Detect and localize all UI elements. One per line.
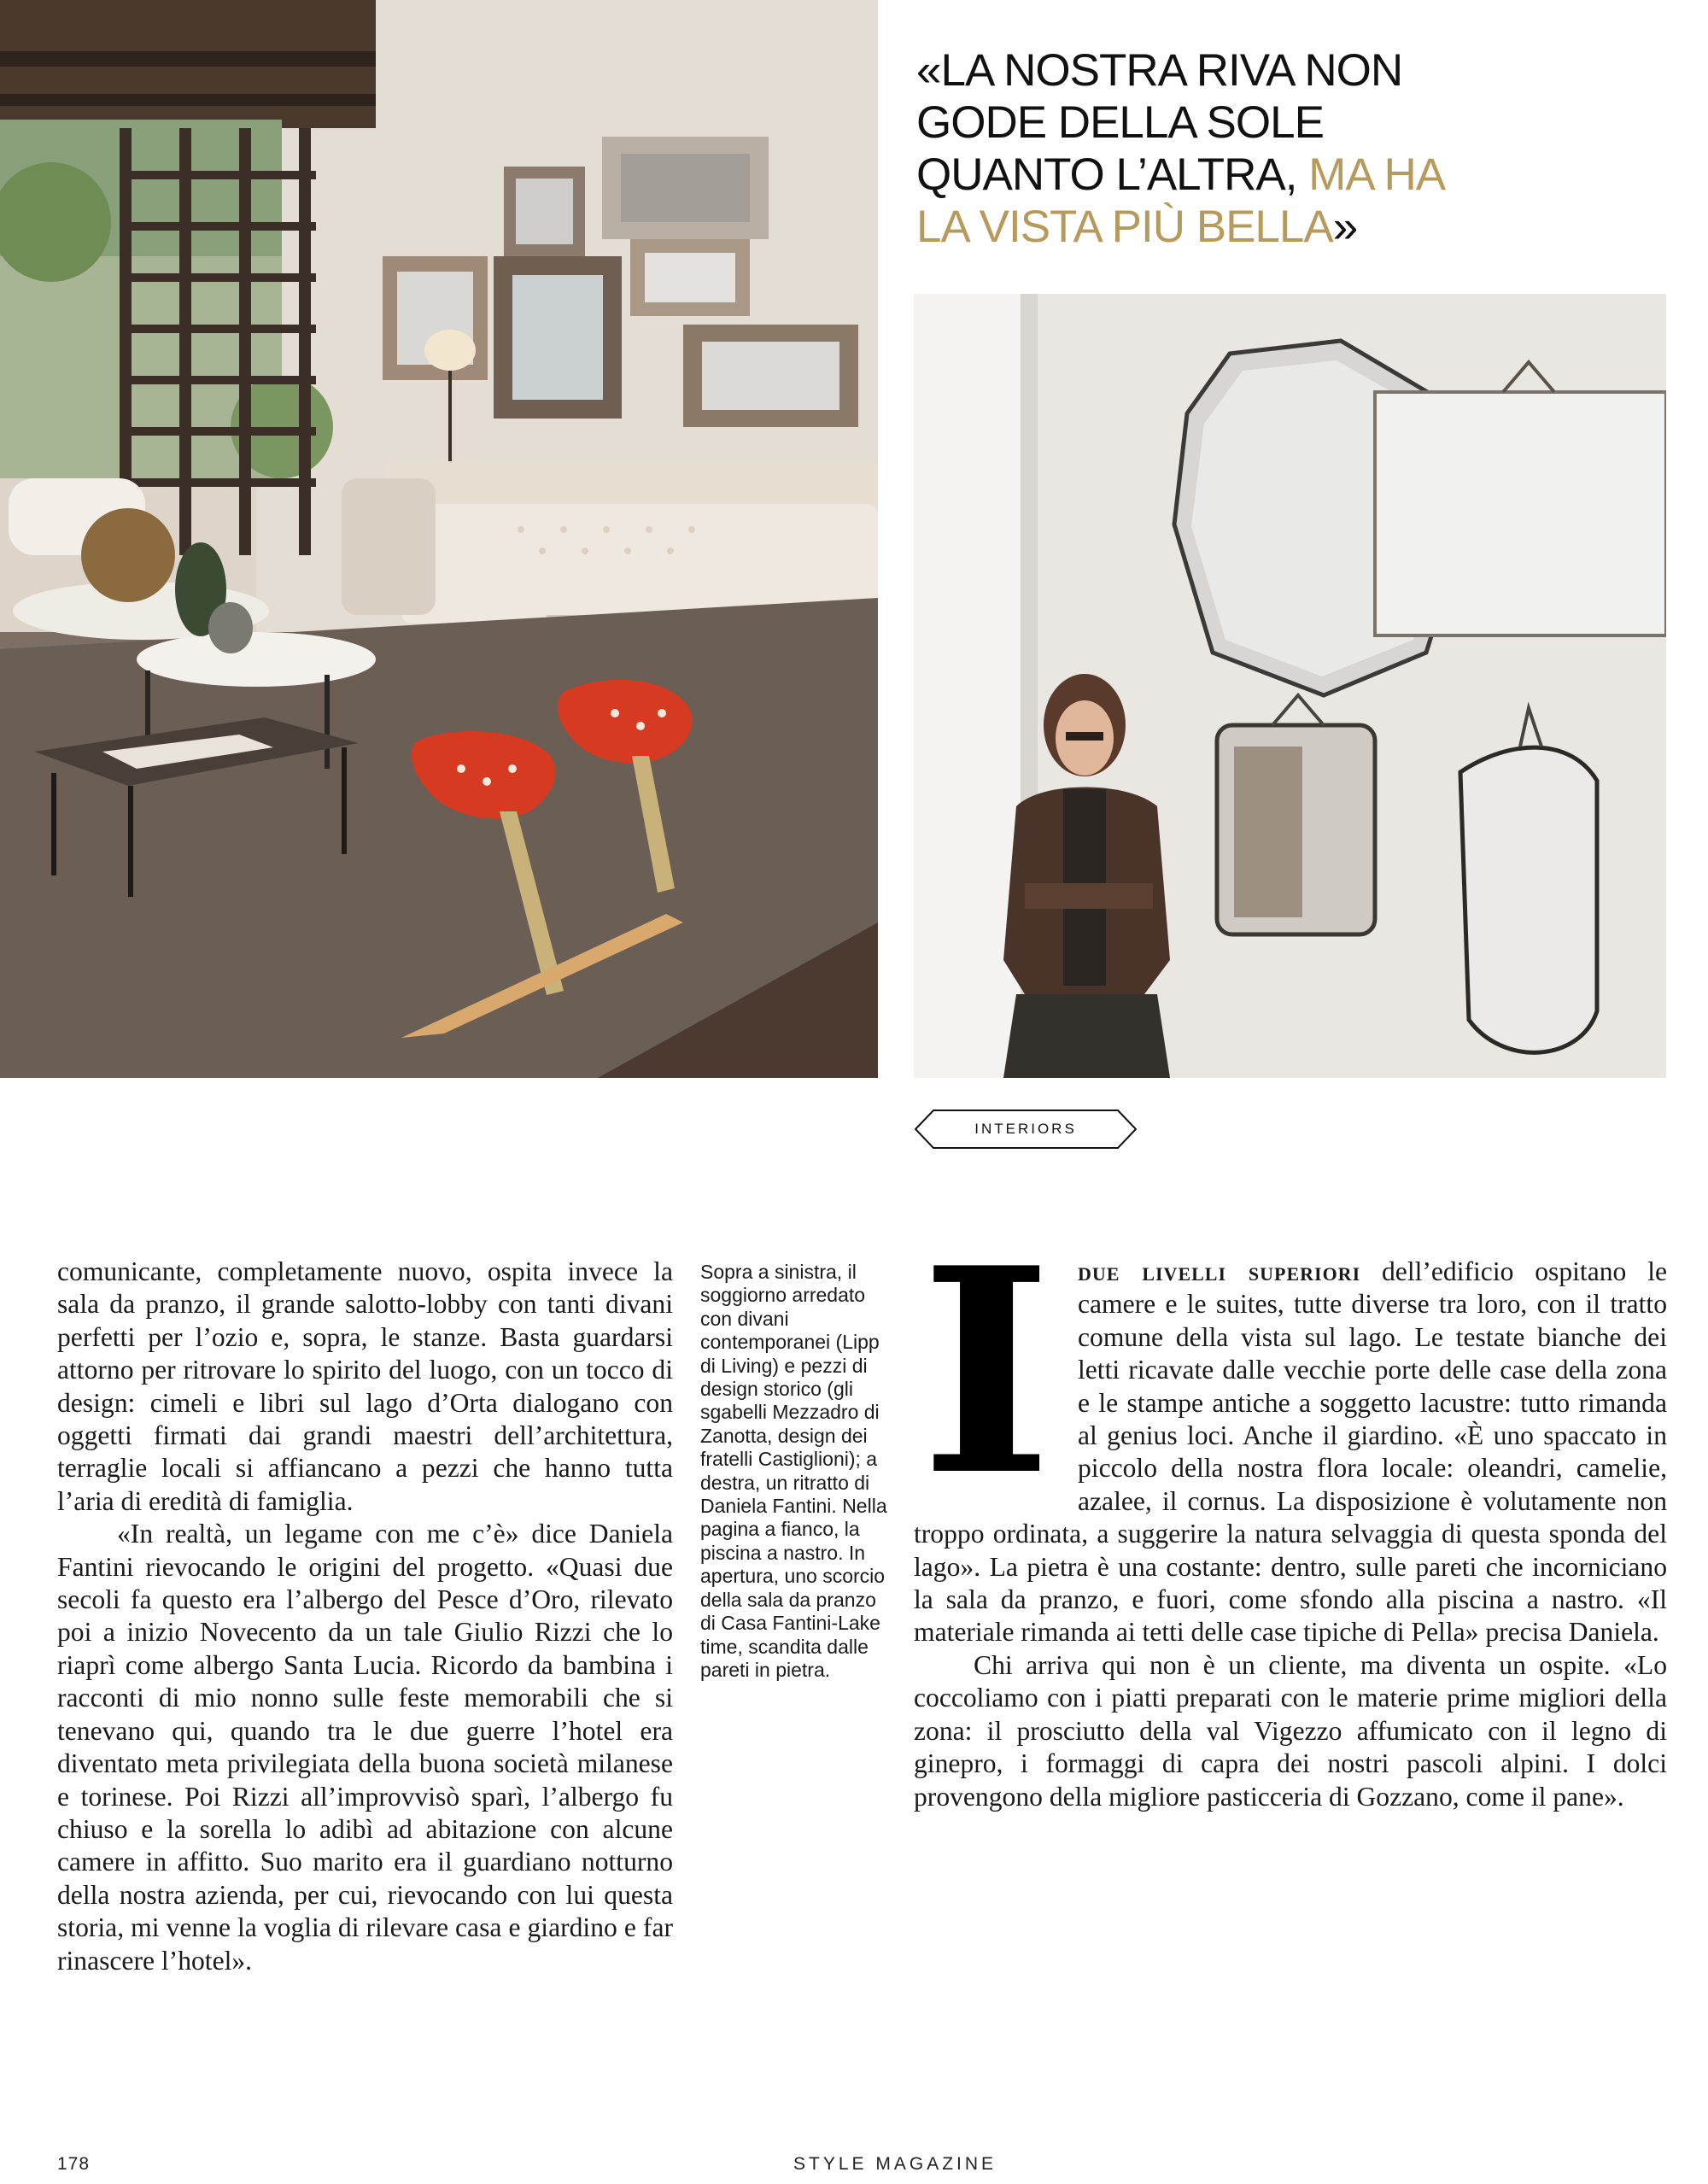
body-paragraph-text: dell’edificio ospitano le camere e le suites, tutte diverse tra loro, con il tratto comune della vista sul lago. Le testate bianche dei letti ricavate dalle vecchie porte delle case della zona e le stampe antiche a soggetto lacustre: tutto rimanda al genius loci. Anche il giardino. «È uno spaccato in piccolo della nostra flora locale: oleandri, camelie, azalee, il cornus. La disposizione è volutamente non troppo ordinata, a suggerire la natura selvaggia di questa sponda del lago». La pietra è una costante: dentro, sulle pareti che incorniciano la sala da pranzo, e fuori, come sfondo alla piscina a nastro. «Il materiale rimanda ai tetti delle case tipiche di Pella» precisa Daniela. — [914, 1256, 1667, 1648]
body-paragraph: comunicante, completamente nuovo, ospita invece la sala da pranzo, il grande salotto-lobby con tanti divani perfetti per l’ozio e, sopra, le stanze. Basta guardarsi attorno per ritrovare lo spirito del luogo, con un tocco di design: cimeli e libri sul lago d’Orta dialogano con oggetti firmati dai grandi maestri dell’architettura, terraglie locali si affiancano a pezzi che hanno tutta l’aria di eredità di famiglia. — [57, 1256, 673, 1516]
living-room-photo — [0, 0, 878, 1078]
pull-quote-line-1: «LA NOSTRA RIVA NON — [916, 45, 1403, 96]
body-paragraph: Chi arriva qui non è un cliente, ma diventa un ospite. «Lo coccoliamo con i piatti preparati con le materie prime migliori della zona: il prosciutto della val Vigezzo affumicato con il legno di ginepro, i formaggi di capra dei nostri pascoli alpini. I dolci provengono della migliore pasticceria di Gozzano, come il pane». — [914, 1649, 1667, 1812]
pull-quote-line-3 — [916, 149, 1668, 201]
pull-quote-line-3-dark: QUANTO L’ALTRA, — [916, 149, 1309, 200]
body-column-right — [914, 1206, 1667, 1813]
pull-quote-line-4 — [916, 201, 1668, 253]
portrait-illustration — [914, 294, 1666, 1078]
pull-quote-line-2: GODE DELLA SOLE — [916, 97, 1324, 148]
drop-cap: I — [920, 1206, 1053, 1537]
magazine-name: STYLE MAGAZINE — [793, 2154, 997, 2174]
section-tag — [915, 1110, 1137, 1149]
pull-quote-line-3-gold: MA HA — [1308, 149, 1446, 200]
body-paragraph: «In realtà, un legame con me c’è» dice Daniela Fantini rievocando le origini del progetto. «Quasi due secoli fa questo era l’albergo del Pesce d’Oro, rilevato poi a inizio Novecento da un tale Giulio Rizzi che lo riaprì come albergo Santa Lucia. Ricordo da bambina i racconti di mio nonno sulle feste memorabili che si tenevano qui, quando tra le due guerre l’hotel era diventato meta privilegiata della buona società milanese e torinese. Poi Rizzi all’improvvisò sparì, l’albergo fu chiuso e la sorella lo adibì ad abitazione con alcune camere in affitto. Suo marito era il guardiano notturno della nostra azienda, per cui, rievocando con lui questa storia, mi venne la voglia di rilevare casa e giardino e far rinascere l’hotel». — [57, 1519, 673, 1976]
pull-quote — [916, 44, 1668, 253]
page-number: 178 — [57, 2154, 91, 2174]
body-column-left — [57, 1256, 673, 1977]
lead-in-text: due livelli superiori — [1078, 1256, 1361, 1286]
portrait-photo — [914, 294, 1666, 1078]
living-room-illustration — [0, 0, 878, 1078]
photo-caption: Sopra a sinistra, il soggiorno arredato con divani contemporanei (Lipp di Living) e pezzi di design storico (gli sgabelli Mezzadro di Zanotta, design dei fratelli Castiglioni); a destra, un ritratto di Daniela Fantini. Nella pagina a fianco, la piscina a nastro. In apertura, uno scorcio della sala da pranzo di Casa Fantini-Lake time, scandita dalle pareti in pietra. — [700, 1261, 887, 1681]
body-paragraph — [914, 1206, 1667, 1649]
pull-quote-line-4-gold: LA VISTA PIÙ BELLA — [916, 202, 1333, 252]
pull-quote-line-4-dark: » — [1332, 202, 1358, 252]
section-tag-label: INTERIORS — [974, 1121, 1077, 1137]
